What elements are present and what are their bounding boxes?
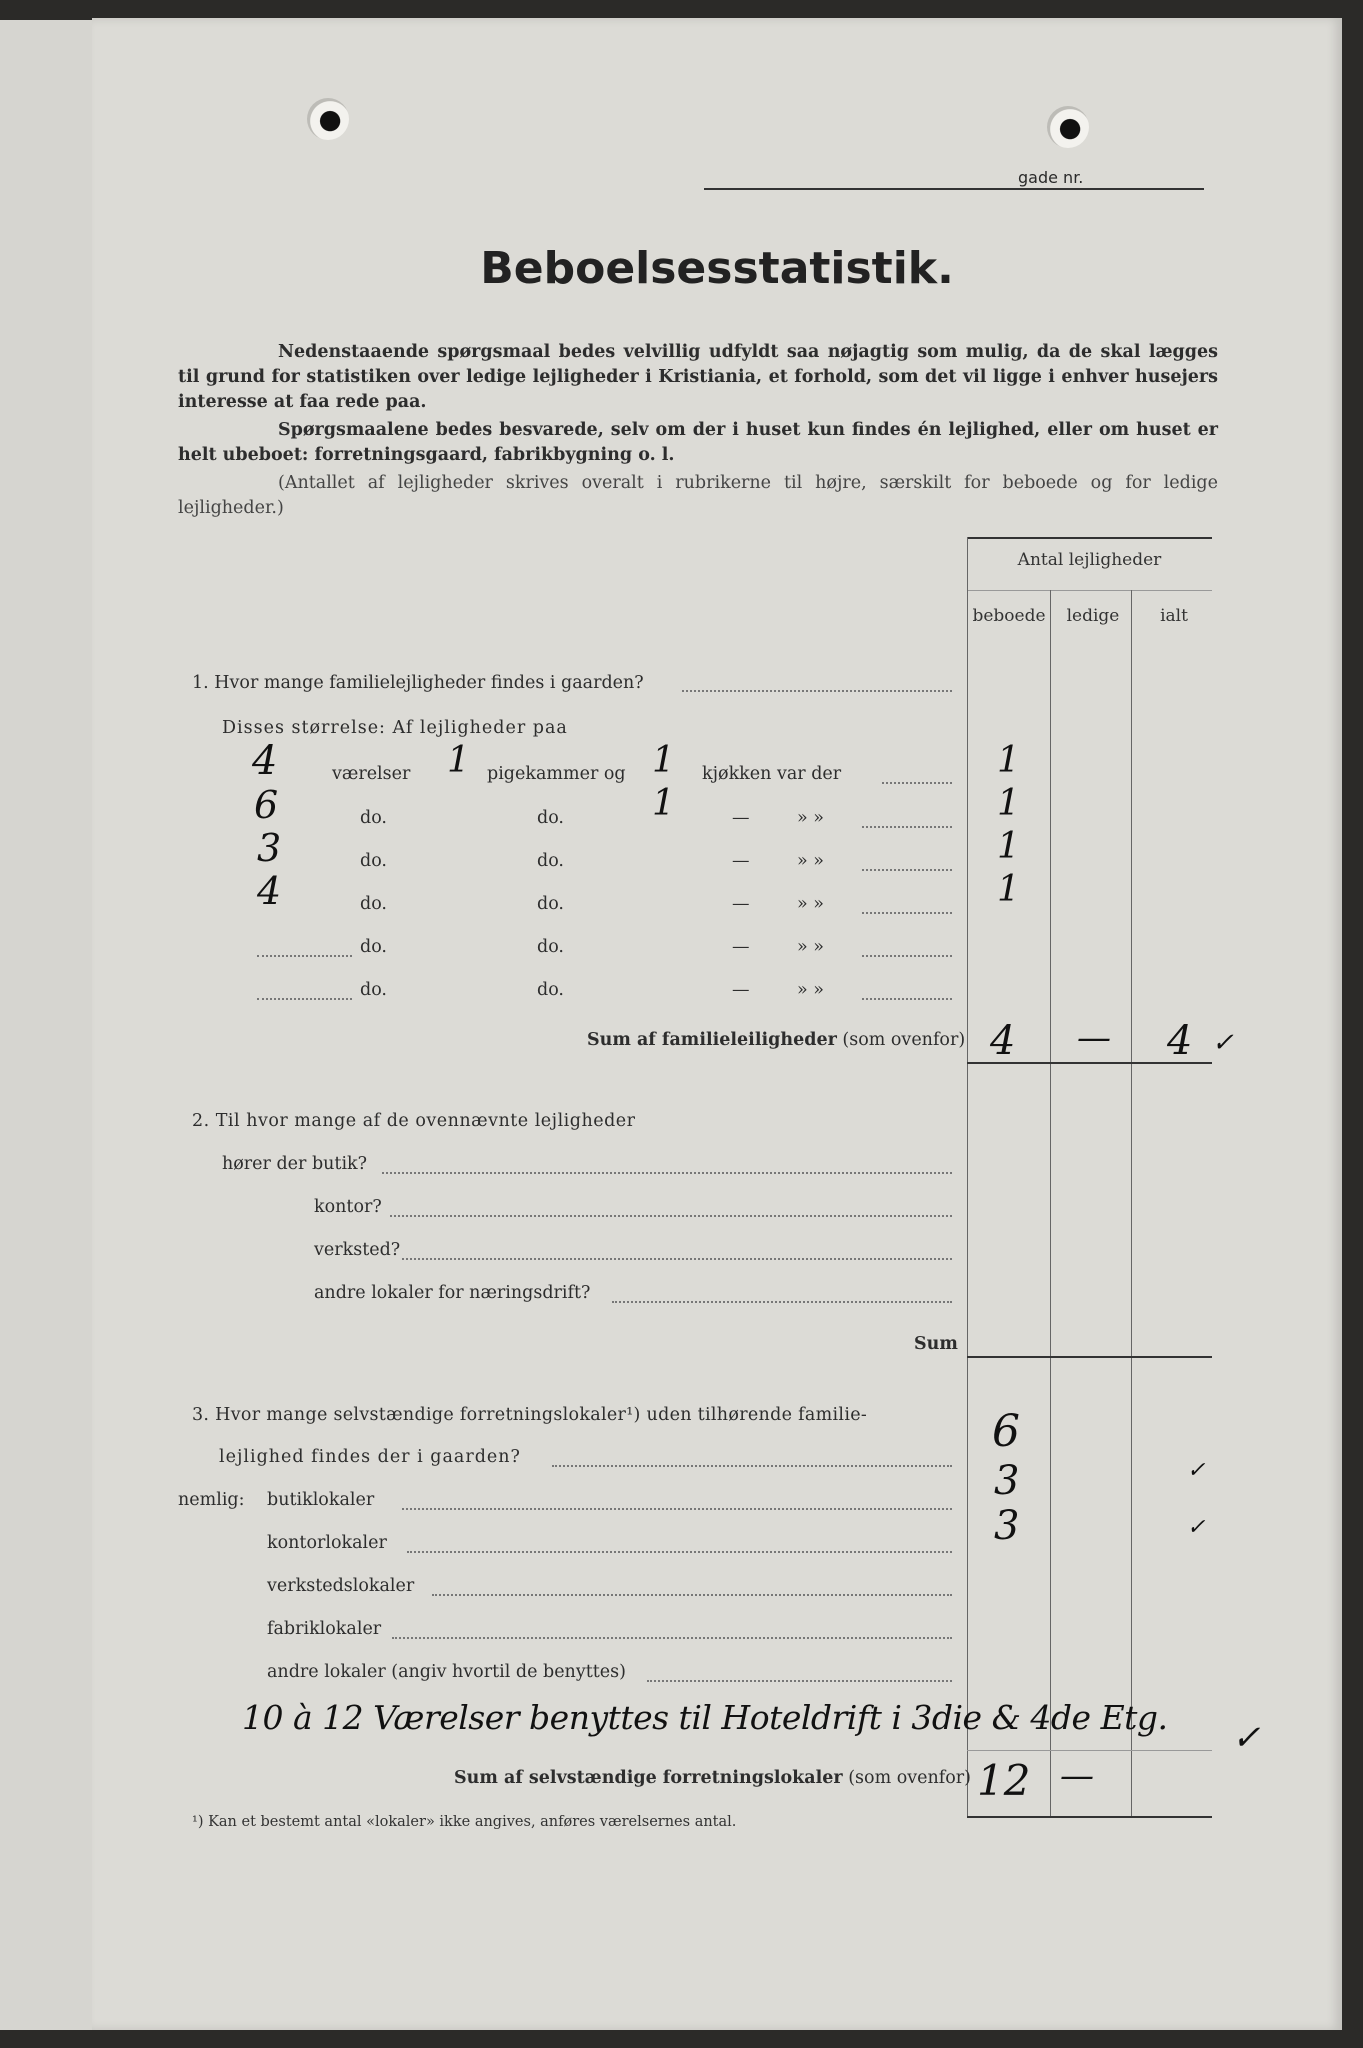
q3-question-line2: lejlighed findes der i gaarden? — [219, 1447, 521, 1467]
q2-leader-2 — [390, 1215, 952, 1217]
q3-leader-4 — [392, 1637, 952, 1639]
q3-note-rule — [967, 1750, 1212, 1751]
row5-dash: — — [732, 937, 750, 957]
q1-sum-suffix: (som ovenfor) — [842, 1030, 966, 1050]
q2-question: 2. Til hvor mange af de ovennævnte lejligheder — [192, 1111, 636, 1131]
q3-item-andre: andre lokaler (angiv hvortil de benyttes) — [267, 1662, 626, 1682]
intro-paragraph-3: (Antallet af lejligheder skrives overalt i rubrikerne til højre, særskilt for beboede og for ledige lejligheder.) — [178, 473, 1218, 518]
row1-maid: 1 — [447, 740, 470, 781]
q3-nemlig: nemlig: — [178, 1490, 245, 1510]
col-line-1 — [967, 537, 968, 1817]
q3-leader-5 — [647, 1680, 952, 1682]
q2-leader-1 — [382, 1172, 952, 1174]
row4-quote: » » — [797, 894, 824, 914]
row1-pigekammer: pigekammer og — [487, 764, 626, 784]
col-header-ledige: ledige — [1066, 606, 1120, 626]
header-divider — [967, 590, 1212, 591]
row5-leader — [862, 955, 952, 957]
row6-rooms-blank — [257, 998, 352, 1000]
row4-do-2: do. — [537, 894, 564, 914]
q3-item-fabrik: fabriklokaler — [267, 1619, 382, 1639]
row3-do-2: do. — [537, 851, 564, 871]
q2-item-andre: andre lokaler for næringsdrift? — [314, 1283, 591, 1303]
row4-beboede: 1 — [997, 869, 1020, 910]
q1-sum-rule — [967, 1062, 1212, 1064]
q3-butik-check: ✓ — [1187, 1458, 1206, 1483]
q1-sum-ledige: — — [1077, 1018, 1111, 1058]
q2-item-kontor: kontor? — [314, 1197, 382, 1217]
q3-handwritten-note: 10 à 12 Værelser benyttes til Hoteldrift i 3die & 4de Etg. — [242, 1698, 1168, 1737]
row3-dash: — — [732, 851, 750, 871]
intro-text — [178, 340, 1218, 521]
row1-kitchen: 1 — [652, 740, 675, 781]
row2-quote: » » — [797, 808, 824, 828]
q3-leader-3 — [432, 1594, 952, 1596]
q2-item-butik: hører der butik? — [222, 1154, 368, 1174]
q3-sum — [454, 1768, 971, 1788]
row3-rooms: 3 — [257, 826, 282, 870]
row3-beboede: 1 — [997, 826, 1020, 867]
row2-leader — [862, 826, 952, 828]
punch-hole-left — [307, 98, 349, 140]
col-line-3 — [1131, 590, 1132, 1817]
q1-sum-beboede: 4 — [990, 1018, 1016, 1064]
q1-checkmark: ✓ — [1212, 1028, 1234, 1058]
row1-leader — [882, 782, 952, 784]
col-line-2 — [1050, 590, 1051, 1817]
street-number-label: gade nr. — [1018, 168, 1084, 187]
row3-leader — [862, 869, 952, 871]
q1-sum-ialt: 4 — [1167, 1018, 1193, 1064]
q3-sum-ledige: — — [1060, 1756, 1094, 1796]
col-header-beboede: beboede — [972, 606, 1046, 626]
punch-hole-right — [1047, 106, 1089, 148]
q3-total-value: 6 — [992, 1406, 1020, 1457]
row6-do-1: do. — [360, 980, 387, 1000]
col-header-ialt: ialt — [1160, 606, 1188, 626]
row3-quote: » » — [797, 851, 824, 871]
row2-beboede: 1 — [997, 783, 1020, 824]
row6-do-2: do. — [537, 980, 564, 1000]
row6-quote: » » — [797, 980, 824, 1000]
row1-vaerelser: værelser — [332, 764, 411, 784]
row5-quote: » » — [797, 937, 824, 957]
footnote: ¹) Kan et bestemt antal «lokaler» ikke angives, anføres værelsernes antal. — [192, 1814, 737, 1830]
intro-paragraph-1: Nedenstaaende spørgsmaal bedes velvillig udfyldt saa nøjagtig som mulig, da de skal lægges til grund for statistiken over ledige lejligheder i Kristiania, et forhold, som det vil ligge i enhver husejers interesse at faa rede paa. — [178, 342, 1218, 412]
q2-sum-label: Sum — [914, 1334, 958, 1354]
row5-do-2: do. — [537, 937, 564, 957]
q1-sum — [587, 1030, 965, 1050]
row2-dash: — — [732, 808, 750, 828]
q3-sum-rule — [967, 1816, 1212, 1818]
row2-do-2: do. — [537, 808, 564, 828]
row1-beboede: 1 — [997, 740, 1020, 781]
q3-leader-1 — [402, 1508, 952, 1510]
q2-leader-4 — [612, 1301, 952, 1303]
q3-item-butik: butiklokaler — [267, 1490, 375, 1510]
intro-paragraph-2: Spørgsmaalene bedes besvarede, selv om der i huset kun findes én lejlighed, eller om huset er helt ubeboet: forretningsgaard, fabrikbygning o. l. — [178, 420, 1218, 465]
row4-rooms: 4 — [257, 869, 282, 913]
q3-item-kontor: kontorlokaler — [267, 1533, 387, 1553]
row4-dash: — — [732, 894, 750, 914]
row6-leader — [862, 998, 952, 1000]
q3-leader-0 — [552, 1465, 952, 1467]
row2-rooms: 6 — [254, 783, 279, 827]
row1-rooms: 4 — [252, 738, 278, 784]
q3-leader-2 — [407, 1551, 952, 1553]
q2-sum-rule — [967, 1356, 1212, 1358]
page-title: Beboelsesstatistik. — [480, 243, 954, 294]
q2-item-verksted: verksted? — [314, 1240, 401, 1260]
q3-item-verksted: verkstedslokaler — [267, 1576, 415, 1596]
q1-question — [192, 673, 644, 693]
row2-kitchen: 1 — [652, 783, 675, 824]
row3-do-1: do. — [360, 851, 387, 871]
q2-leader-3 — [402, 1258, 952, 1260]
q3-sum-beboede: 12 — [977, 1756, 1031, 1805]
row5-rooms-blank — [257, 955, 352, 957]
table-top-rule — [967, 537, 1212, 539]
q3-sum-label: Sum af selvstændige forretningslokaler — [454, 1768, 843, 1788]
row4-leader — [862, 912, 952, 914]
street-number-line — [704, 188, 1204, 190]
form-sheet — [92, 18, 1342, 2030]
q3-kontor-value: 3 — [994, 1503, 1020, 1549]
q3-butik-value: 3 — [994, 1458, 1020, 1504]
row4-do-1: do. — [360, 894, 387, 914]
q1-leader — [682, 690, 952, 692]
q3-note-check: ✓ — [1232, 1718, 1261, 1758]
row2-do-1: do. — [360, 808, 387, 828]
q3-question-line1: 3. Hvor mange selvstændige forretningslokaler¹) uden tilhørende familie- — [192, 1405, 868, 1425]
table-group-header: Antal lejligheder — [1017, 550, 1162, 570]
q3-kontor-check: ✓ — [1187, 1515, 1206, 1540]
row6-dash: — — [732, 980, 750, 1000]
q1-sizes-label: Disses størrelse: Af lejligheder paa — [222, 718, 568, 738]
previous-page-edge — [0, 20, 94, 2030]
q1-question-text: 1. Hvor mange familielejligheder findes i gaarden? — [192, 673, 644, 693]
row1-kjokken: kjøkken var der — [702, 764, 842, 784]
q1-sum-label: Sum af familieleiligheder — [587, 1030, 837, 1050]
row5-do-1: do. — [360, 937, 387, 957]
q3-sum-suffix: (som ovenfor) — [848, 1768, 971, 1788]
